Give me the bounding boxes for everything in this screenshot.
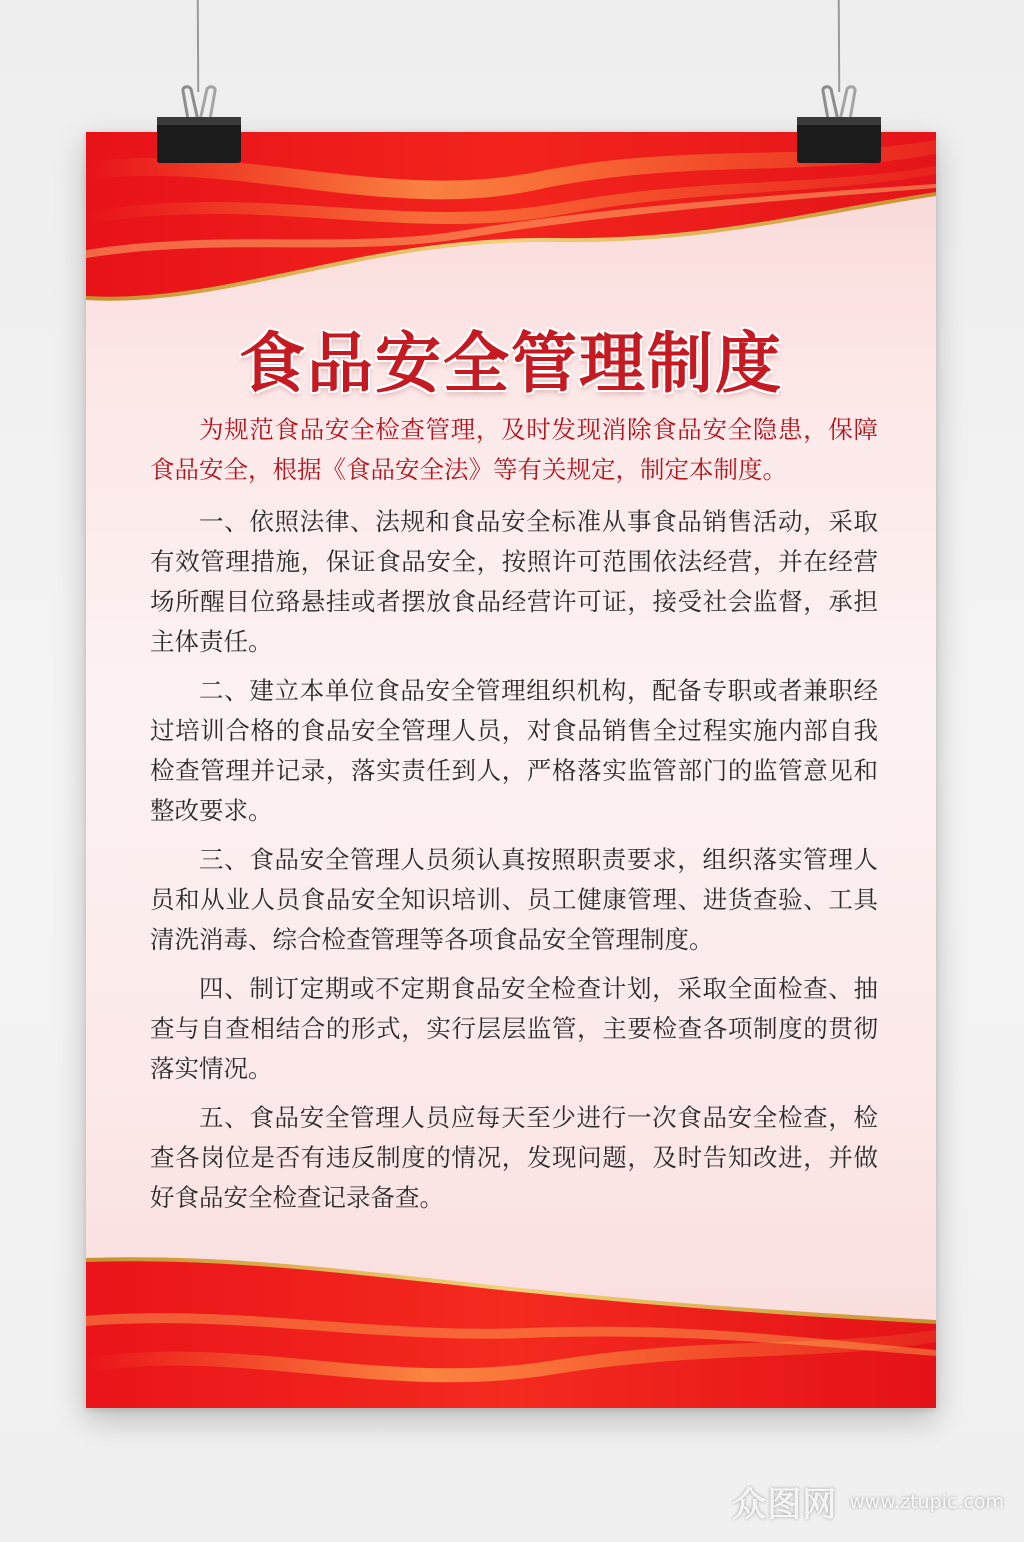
poster-title: 食品安全管理制度	[239, 325, 783, 402]
rule-paragraph-3: 三、食品安全管理人员须认真按照职责要求，组织落实管理人员和从业人员食品安全知识培训、员工健康管理、进货查验、工具清洗消毒、综合检查管理等各项食品安全管理制度。	[150, 845, 878, 954]
poster	[86, 132, 936, 1408]
hanging-string-left	[197, 0, 199, 92]
rule-paragraph-2: 二、建立本单位食品安全管理组织机构，配备专职或者兼职经过培训合格的食品安全管理人员，对食品销售全过程实施内部自我检查管理并记录，落实责任到人，严格落实监管部门的监管意见和整改要求。	[150, 676, 878, 825]
binder-clip-icon	[155, 85, 243, 165]
watermark-url: www.ztupic.com	[849, 1490, 1004, 1513]
poster-body	[150, 410, 878, 1227]
rule-paragraph-4: 四、制订定期或不定期食品安全检查计划，采取全面检查、抽查与自查相结合的形式，实行层层监管，主要检查各项制度的贯彻落实情况。	[150, 974, 878, 1083]
rule-paragraph-5: 五、食品安全管理人员应每天至少进行一次食品安全检查，检查各岗位是否有违反制度的情况，发现问题，及时告知改进，并做好食品安全检查记录备查。	[150, 1103, 878, 1212]
bottom-red-wave-banner	[86, 1238, 936, 1408]
watermark	[732, 1477, 1004, 1526]
rule-paragraph-1: 一、依照法律、法规和食品安全标准从事食品销售活动，采取有效管理措施，保证食品安全，按照许可范围依法经营，并在经营场所醒目位臵悬挂或者摆放食品经营许可证，接受社会监督，承担主体责任。	[150, 507, 878, 656]
watermark-logo: 众图网	[732, 1485, 838, 1525]
intro-paragraph: 为规范食品安全检查管理，及时发现消除食品安全隐患，保障食品安全，根据《食品安全法》等有关规定，制定本制度。	[150, 415, 878, 484]
binder-clip-icon	[795, 85, 883, 165]
hanging-string-right	[838, 0, 840, 92]
